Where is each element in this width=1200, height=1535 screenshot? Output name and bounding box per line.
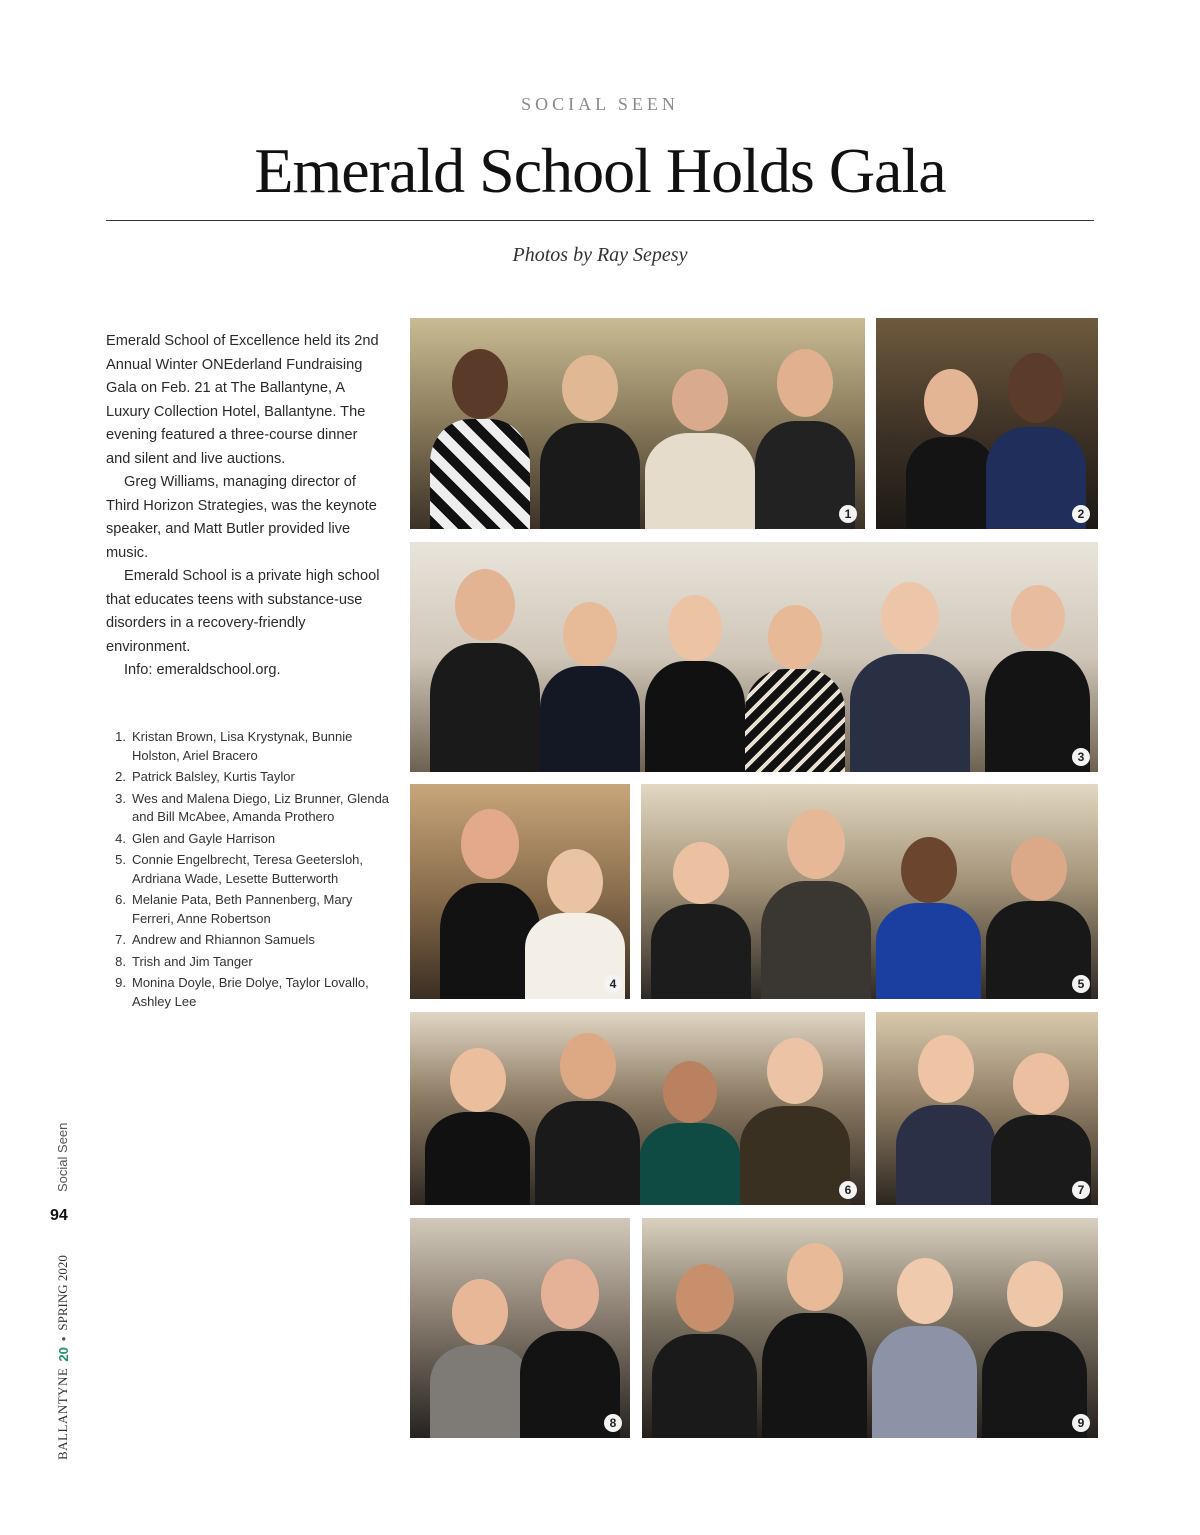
photo-number-badge: 7 [1072, 1181, 1090, 1199]
photo-number-badge: 9 [1072, 1414, 1090, 1432]
caption-number: 2. [115, 769, 126, 784]
caption-text: Andrew and Rhiannon Samuels [132, 932, 315, 947]
photo-credit: Photos by Ray Sepesy [512, 244, 688, 266]
caption-number: 7. [115, 932, 126, 947]
caption-text: Trish and Jim Tanger [132, 953, 253, 969]
gala-photo-9 [642, 1218, 1098, 1438]
photo-number-badge: 3 [1072, 748, 1090, 766]
caption-number: 8. [115, 953, 126, 969]
section-label: Social Seen [55, 1122, 70, 1192]
caption-text: Patrick Balsley, Kurtis Taylor [132, 769, 295, 784]
gala-photo-6 [410, 1012, 865, 1205]
article-paragraph: Emerald School is a private high school that educates teens with substance-use disorders in a recovery-friendly environment. [106, 568, 380, 655]
title-divider [106, 220, 1094, 221]
photo-number-badge: 4 [604, 975, 622, 993]
caption-item [106, 851, 396, 888]
article-paragraph: Greg Williams, managing director of Third Horizon Strategies, was the keynote speaker, and Matt Butler provided live music. [106, 474, 377, 561]
caption-item [106, 830, 396, 849]
photo-number-badge: 6 [839, 1181, 857, 1199]
gala-photo-3 [410, 542, 1098, 772]
caption-number: 6. [115, 892, 126, 907]
gala-photo-1 [410, 318, 865, 529]
page-number: 94 [50, 1207, 68, 1224]
gala-photo-8 [410, 1218, 630, 1438]
article-paragraph: Emerald School of Excellence held its 2nd Annual Winter ONEderland Fundraising Gala on Feb. 21 at The Ballantyne, A Luxury Collection Hotel, Ballantyne. The evening featured a three-course dinner and silent and live auctions. [106, 333, 379, 467]
caption-text: Kristan Brown, Lisa Krystynak, Bunnie Holston, Ariel Bracero [132, 729, 353, 763]
photo-number-badge: 1 [839, 505, 857, 523]
issue-label: SPRING 2020 [55, 1255, 70, 1331]
caption-text: Connie Engelbrecht, Teresa Geetersloh, Ardriana Wade, Lesette Butterworth [132, 852, 364, 886]
caption-text: Melanie Pata, Beth Pannenberg, Mary Ferreri, Anne Robertson [132, 892, 353, 926]
caption-item [106, 891, 396, 928]
caption-item [106, 953, 396, 972]
gala-photo-5 [641, 784, 1098, 999]
caption-number: 4. [115, 830, 126, 846]
photo-number-badge: 5 [1072, 975, 1090, 993]
article-body [106, 330, 382, 683]
caption-item [106, 974, 396, 1011]
caption-item [106, 931, 396, 950]
article-paragraph: Info: emeraldschool.org. [124, 662, 281, 678]
caption-item [106, 768, 396, 787]
caption-text: Monina Doyle, Brie Dolye, Taylor Lovallo, Ashley Lee [132, 975, 369, 1009]
section-kicker: SOCIAL SEEN [521, 94, 679, 114]
article-title: Emerald School Holds Gala [254, 135, 946, 206]
gala-photo-2 [876, 318, 1098, 529]
caption-text: Glen and Gayle Harrison [132, 830, 276, 846]
folio-bullet: • [55, 1336, 71, 1342]
folio [55, 1255, 71, 1460]
gala-photo-4 [410, 784, 630, 999]
photo-number-badge: 8 [604, 1414, 622, 1432]
magazine-name: BALLANTYNE [55, 1367, 70, 1460]
photo-captions [106, 728, 396, 1014]
caption-text: Wes and Malena Diego, Liz Brunner, Glenda and Bill McAbee, Amanda Prothero [132, 790, 390, 824]
caption-item [106, 728, 396, 765]
photo-number-badge: 2 [1072, 505, 1090, 523]
gala-photo-7 [876, 1012, 1098, 1205]
magazine-logo-mark: 20 [55, 1347, 71, 1362]
caption-item [106, 790, 396, 827]
caption-number: 5. [115, 852, 126, 867]
caption-number: 1. [115, 729, 126, 744]
caption-number: 3. [115, 790, 126, 806]
caption-number: 9. [115, 975, 126, 990]
